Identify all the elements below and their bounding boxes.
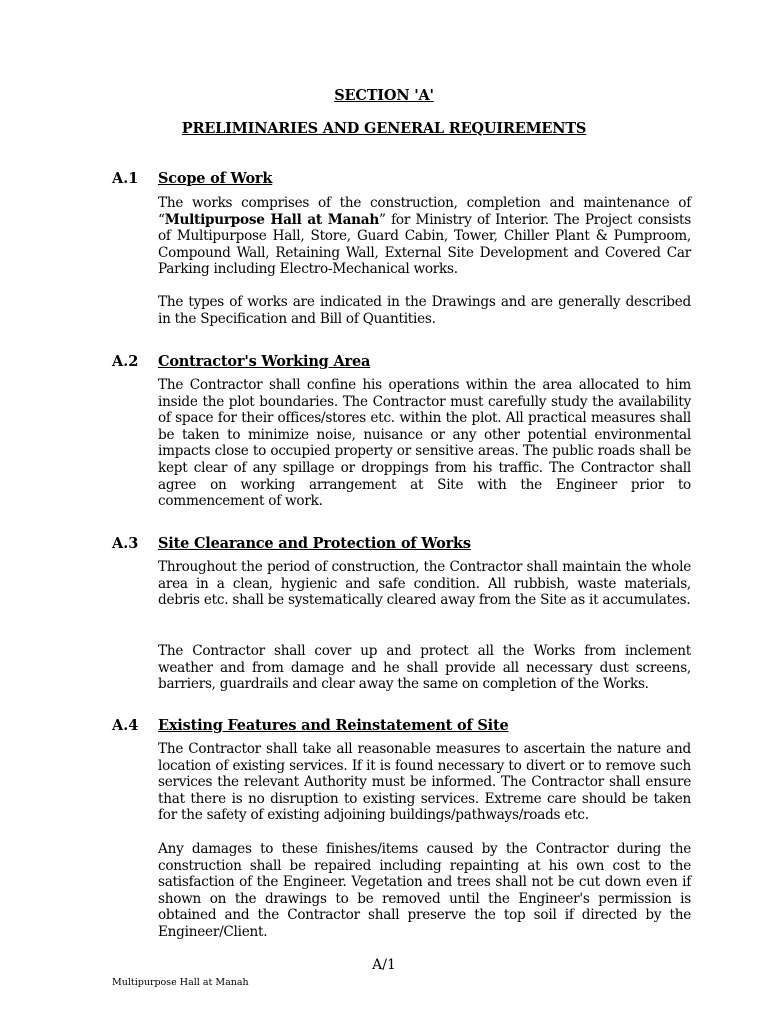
paragraph-text: ” for Ministry of Interior. The Project consists of Multipurpose Hall, Store, Guard Cabin, Tower, Chiller Plant & Pumproom, Compound Wall, Retaining Wall, External Site Development and Covered Car Parking including Electro-Mechanical works. <box>158 211 691 278</box>
section-paragraph: The Contractor shall cover up and protect all the Works from inclement weather and from damage and he shall provide all necessary dust screens, barriers, guardrails and clear away the same on completion of the Works. <box>158 643 691 693</box>
document-subtitle: PRELIMINARIES AND GENERAL REQUIREMENTS <box>181 120 587 137</box>
section-paragraph: The Contractor shall take all reasonable measures to ascertain the nature and location of existing services. If it is found necessary to divert or to remove such services the relevant Authority must be informed. The Contractor shall ensure that there is no disruption to existing services. Extreme care should be taken for the safety of existing adjoining buildings/pathways/roads etc. <box>158 741 691 824</box>
paragraph-text: The works comprises of the construction, completion and maintenance of “ <box>158 195 691 228</box>
section-heading: Contractor's Working Area <box>158 353 371 370</box>
section-paragraph: The types of works are indicated in the Drawings and are generally described in the Specification and Bill of Quantities. <box>158 294 691 327</box>
page-footer: Multipurpose Hall at Manah <box>112 977 249 988</box>
section-heading: Scope of Work <box>158 170 273 187</box>
page-number: A/1 <box>372 957 396 973</box>
section-paragraph <box>158 195 691 278</box>
section-heading: Site Clearance and Protection of Works <box>158 535 471 552</box>
project-name-bold: Multipurpose Hall at Manah <box>164 211 379 228</box>
section-title: SECTION 'A' <box>334 87 434 104</box>
section-heading: Existing Features and Reinstatement of Site <box>158 717 509 734</box>
section-number: A.1 <box>112 170 139 187</box>
section-paragraph: Any damages to these finishes/items caused by the Contractor during the construction shall be repaired including repainting at his own cost to the satisfaction of the Engineer. Vegetation and trees shall not be cut down even if shown on the drawings to be removed until the Engineer's permission is obtained and the Contractor shall preserve the top soil if directed by the Engineer/Client. <box>158 841 691 940</box>
section-number: A.2 <box>112 353 139 370</box>
section-number: A.4 <box>112 717 139 734</box>
section-number: A.3 <box>112 535 139 552</box>
section-paragraph: The Contractor shall confine his operations within the area allocated to him inside the plot boundaries. The Contractor must carefully study the availability of space for their offices/stores etc. within the plot. All practical measures shall be taken to minimize noise, nuisance or any other potential environmental impacts close to occupied property or sensitive areas. The public roads shall be kept clear of any spillage or droppings from his traffic. The Contractor shall agree on working arrangement at Site with the Engineer prior to commencement of work. <box>158 377 691 510</box>
section-paragraph: Throughout the period of construction, the Contractor shall maintain the whole area in a clean, hygienic and safe condition. All rubbish, waste materials, debris etc. shall be systematically cleared away from the Site as it accumulates. <box>158 559 691 609</box>
